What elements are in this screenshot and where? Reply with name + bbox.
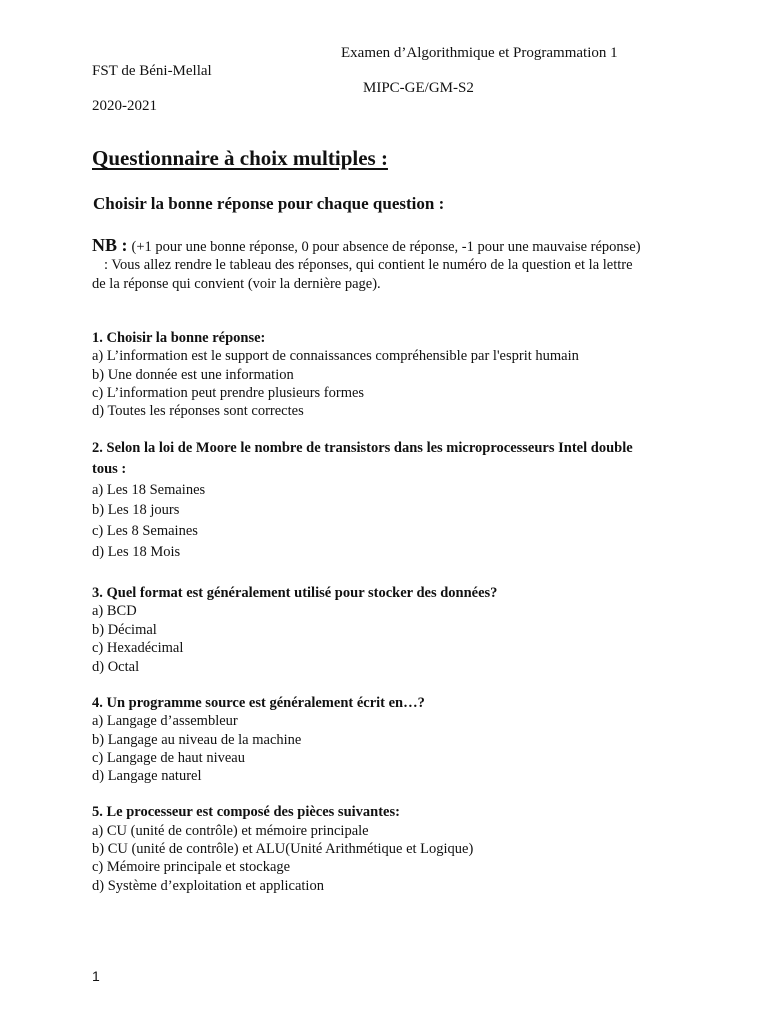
question-1-option-b: b) Une donnée est une information <box>92 367 294 383</box>
question-2-title-cont: tous : <box>92 461 127 477</box>
question-3-option-d: d) Octal <box>92 659 140 675</box>
question-2-option-d: d) Les 18 Mois <box>92 544 181 560</box>
question-4-title: 4. Un programme source est généralement écrit en…? <box>92 695 425 711</box>
question-2-option-c: c) Les 8 Semaines <box>92 523 198 539</box>
question-2-title: 2. Selon la loi de Moore le nombre de transistors dans les microprocesseurs Intel double <box>92 440 633 456</box>
page-title: Questionnaire à choix multiples : <box>92 146 388 170</box>
nb-scoring: (+1 pour une bonne réponse, 0 pour absence de réponse, -1 pour une mauvaise réponse) <box>131 239 641 255</box>
question-5-option-d: d) Système d’exploitation et application <box>92 878 324 894</box>
question-3-option-b: b) Décimal <box>92 622 157 638</box>
nb-line-2: : Vous allez rendre le tableau des réponses, qui contient le numéro de la question et la lettre <box>104 257 633 273</box>
question-3-option-a: a) BCD <box>92 603 137 619</box>
program-code: MIPC-GE/GM-S2 <box>363 80 474 96</box>
question-3-option-c: c) Hexadécimal <box>92 640 184 656</box>
question-4-option-b: b) Langage au niveau de la machine <box>92 732 302 748</box>
school-name: FST de Béni-Mellal <box>92 63 212 79</box>
question-1-option-a: a) L’information est le support de connaissances compréhensible par l'esprit humain <box>92 348 579 364</box>
nb-label: NB : <box>92 235 128 255</box>
academic-year: 2020-2021 <box>92 98 157 114</box>
question-4-option-a: a) Langage d’assembleur <box>92 713 238 729</box>
question-1-option-d: d) Toutes les réponses sont correctes <box>92 403 304 419</box>
question-5-option-a: a) CU (unité de contrôle) et mémoire principale <box>92 823 369 839</box>
page-number: 1 <box>92 968 100 984</box>
exam-title: Examen d’Algorithmique et Programmation 1 <box>341 45 618 61</box>
nb-line-3: de la réponse qui convient (voir la dernière page). <box>92 276 381 292</box>
question-5-option-b: b) CU (unité de contrôle) et ALU(Unité Arithmétique et Logique) <box>92 841 474 857</box>
question-5-option-c: c) Mémoire principale et stockage <box>92 859 291 875</box>
nb-line <box>92 235 641 256</box>
question-3-title: 3. Quel format est généralement utilisé pour stocker des données? <box>92 585 498 601</box>
question-2-option-a: a) Les 18 Semaines <box>92 482 206 498</box>
question-1-title: 1. Choisir la bonne réponse: <box>92 330 266 346</box>
instructions-heading: Choisir la bonne réponse pour chaque question : <box>93 194 445 213</box>
question-1-option-c: c) L’information peut prendre plusieurs formes <box>92 385 365 401</box>
question-2-option-b: b) Les 18 jours <box>92 502 180 518</box>
question-5-title: 5. Le processeur est composé des pièces suivantes: <box>92 804 400 820</box>
question-4-option-c: c) Langage de haut niveau <box>92 750 245 766</box>
question-4-option-d: d) Langage naturel <box>92 768 202 784</box>
